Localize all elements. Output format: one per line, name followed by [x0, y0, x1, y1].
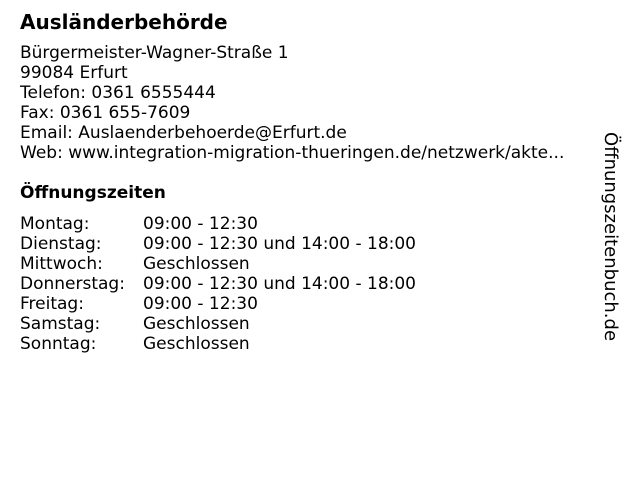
- day-label: Mittwoch:: [20, 254, 103, 274]
- day-label: Donnerstag:: [20, 274, 125, 294]
- address-line-2: 99084 Erfurt: [20, 63, 128, 83]
- contact-block: [20, 43, 564, 163]
- page-title: Ausländerbehörde: [20, 10, 228, 34]
- time-value: 09:00 - 12:30 und 14:00 - 18:00: [143, 274, 416, 294]
- day-label: Montag:: [20, 214, 90, 234]
- time-value: Geschlossen: [143, 334, 250, 354]
- hours-row-friday: [20, 294, 416, 314]
- time-value: 09:00 - 12:30 und 14:00 - 18:00: [143, 234, 416, 254]
- address-line-1: Bürgermeister-Wagner-Straße 1: [20, 43, 289, 63]
- day-label: Freitag:: [20, 294, 84, 314]
- hours-row-saturday: [20, 314, 416, 334]
- time-value: 09:00 - 12:30: [143, 214, 258, 234]
- email-line: Email: Auslaenderbehoerde@Erfurt.de: [20, 123, 347, 143]
- hours-row-monday: [20, 214, 416, 234]
- side-watermark-label: Öffnungszeitenbuch.de: [600, 132, 621, 342]
- hours-row-thursday: [20, 274, 416, 294]
- hours-row-sunday: [20, 334, 416, 354]
- hours-row-tuesday: [20, 234, 416, 254]
- time-value: Geschlossen: [143, 254, 250, 274]
- time-value: 09:00 - 12:30: [143, 294, 258, 314]
- side-label-container: [600, 132, 636, 342]
- fax-line: Fax: 0361 655-7609: [20, 103, 191, 123]
- phone-line: Telefon: 0361 6555444: [20, 83, 216, 103]
- web-line: Web: www.integration-migration-thueringen.de/netzwerk/akte...: [20, 143, 565, 163]
- time-value: Geschlossen: [143, 314, 250, 334]
- hours-list: [20, 214, 416, 354]
- hours-title: Öffnungszeiten: [20, 183, 166, 203]
- day-label: Dienstag:: [20, 234, 102, 254]
- hours-row-wednesday: [20, 254, 416, 274]
- day-label: Sonntag:: [20, 334, 97, 354]
- day-label: Samstag:: [20, 314, 101, 334]
